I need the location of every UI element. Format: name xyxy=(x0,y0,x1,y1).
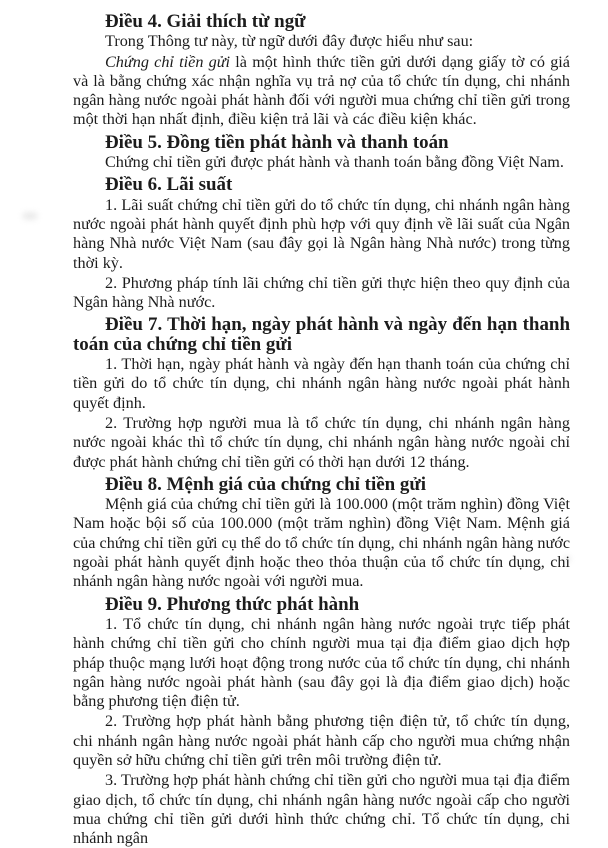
article-5-heading: Điều 5. Đồng tiền phát hành và thanh toán xyxy=(105,131,449,153)
article-4-paragraph-1: Trong Thông tư này, từ ngữ dưới đây được hiểu như sau: xyxy=(105,32,474,51)
defined-term-italic: Chứng chỉ tiền gửi xyxy=(105,52,231,71)
article-7-heading: Điều 7. Thời hạn, ngày phát hành và ngày đến hạn thanh toán của chứng chỉ tiền gửi xyxy=(73,314,570,355)
article-4-heading: Điều 4. Giải thích từ ngữ xyxy=(105,11,306,32)
article-9-paragraph-3: 3. Trường hợp phát hành chứng chỉ tiền gửi cho người mua tại địa điểm giao dịch, tổ chức tín dụng, chi nhánh ngân hàng nước ngoài cấp cho người mua chứng chỉ tiền gửi dưới hình thức chứng chỉ. Tổ chức tín dụng, chi nhánh ngân xyxy=(73,771,570,848)
article-4-paragraph-2 xyxy=(73,53,570,130)
article-7-paragraph-1: 1. Thời hạn, ngày phát hành và ngày đến hạn thanh toán của chứng chỉ tiền gửi do tổ chức tín dụng, chi nhánh ngân hàng nước ngoài phát hành quyết định. xyxy=(73,355,570,412)
article-9-heading: Điều 9. Phương thức phát hành xyxy=(105,593,360,615)
article-7-paragraph-2: 2. Trường hợp người mua là tổ chức tín dụng, chi nhánh ngân hàng nước ngoài khác thì tổ chức tín dụng, chi nhánh ngân hàng nước ngoài chỉ được phát hành chứng chỉ tiền gửi có thời hạn dưới 12 tháng. xyxy=(73,413,570,471)
article-9-paragraph-1: 1. Tổ chức tín dụng, chi nhánh ngân hàng nước ngoài trực tiếp phát hành chứng chỉ tiền gửi cho chính người mua tại địa điểm giao dịch hợp pháp thuộc mạng lưới hoạt động trong nước của tổ chức tín dụng, chi nhánh ngân hàng nước ngoài phát hành (sau đây gọi là địa điểm giao dịch) hoặc bằng phương tiện điện tử. xyxy=(73,614,570,711)
document-page xyxy=(73,9,570,848)
article-6-heading: Điều 6. Lãi suất xyxy=(105,174,233,196)
article-5-paragraph-1: Chứng chỉ tiền gửi được phát hành và thanh toán bằng đồng Việt Nam. xyxy=(105,153,564,172)
article-6-paragraph-2: 2. Phương pháp tính lãi chứng chỉ tiền gửi thực hiện theo quy định của Ngân hàng Nhà nước. xyxy=(73,273,570,312)
scan-artifact xyxy=(22,212,38,220)
definition-text: là một hình thức tiền gửi dưới dạng giấy tờ có giá và là bằng chứng xác nhận nghĩa vụ trả nợ của tổ chức tín dụng, chi nhánh ngân hàng nước ngoài phát hành đối với người mua chứng chỉ tiền gửi trong một thời hạn nhất định, điều kiện trả lãi và các điều kiện khác. xyxy=(73,52,570,129)
article-8-heading: Điều 8. Mệnh giá của chứng chỉ tiền gửi xyxy=(105,473,427,495)
article-9-paragraph-2: 2. Trường hợp phát hành bằng phương tiện điện tử, tổ chức tín dụng, chi nhánh ngân hàng nước ngoài phát hành cấp cho người mua chứng nhận quyền sở hữu chứng chỉ tiền gửi trên môi trường điện tử. xyxy=(73,712,570,769)
article-8-paragraph-1: Mệnh giá của chứng chỉ tiền gửi là 100.000 (một trăm nghìn) đồng Việt Nam hoặc bội số của 100.000 (một trăm nghìn) đồng Việt Nam. Mệnh giá của chứng chỉ tiền gửi cụ thể do tổ chức tín dụng, chi nhánh ngân hàng nước ngoài phát hành quyết định hoặc theo thỏa thuận của tổ chức tín dụng, chi nhánh ngân hàng nước ngoài với người mua. xyxy=(73,495,570,591)
article-6-paragraph-1: 1. Lãi suất chứng chỉ tiền gửi do tổ chức tín dụng, chi nhánh ngân hàng nước ngoài phát hành quyết định phù hợp với quy định về lãi suất của Ngân hàng Nhà nước Việt Nam (sau đây gọi là Ngân hàng Nhà nước) trong từng thời kỳ. xyxy=(73,195,570,272)
